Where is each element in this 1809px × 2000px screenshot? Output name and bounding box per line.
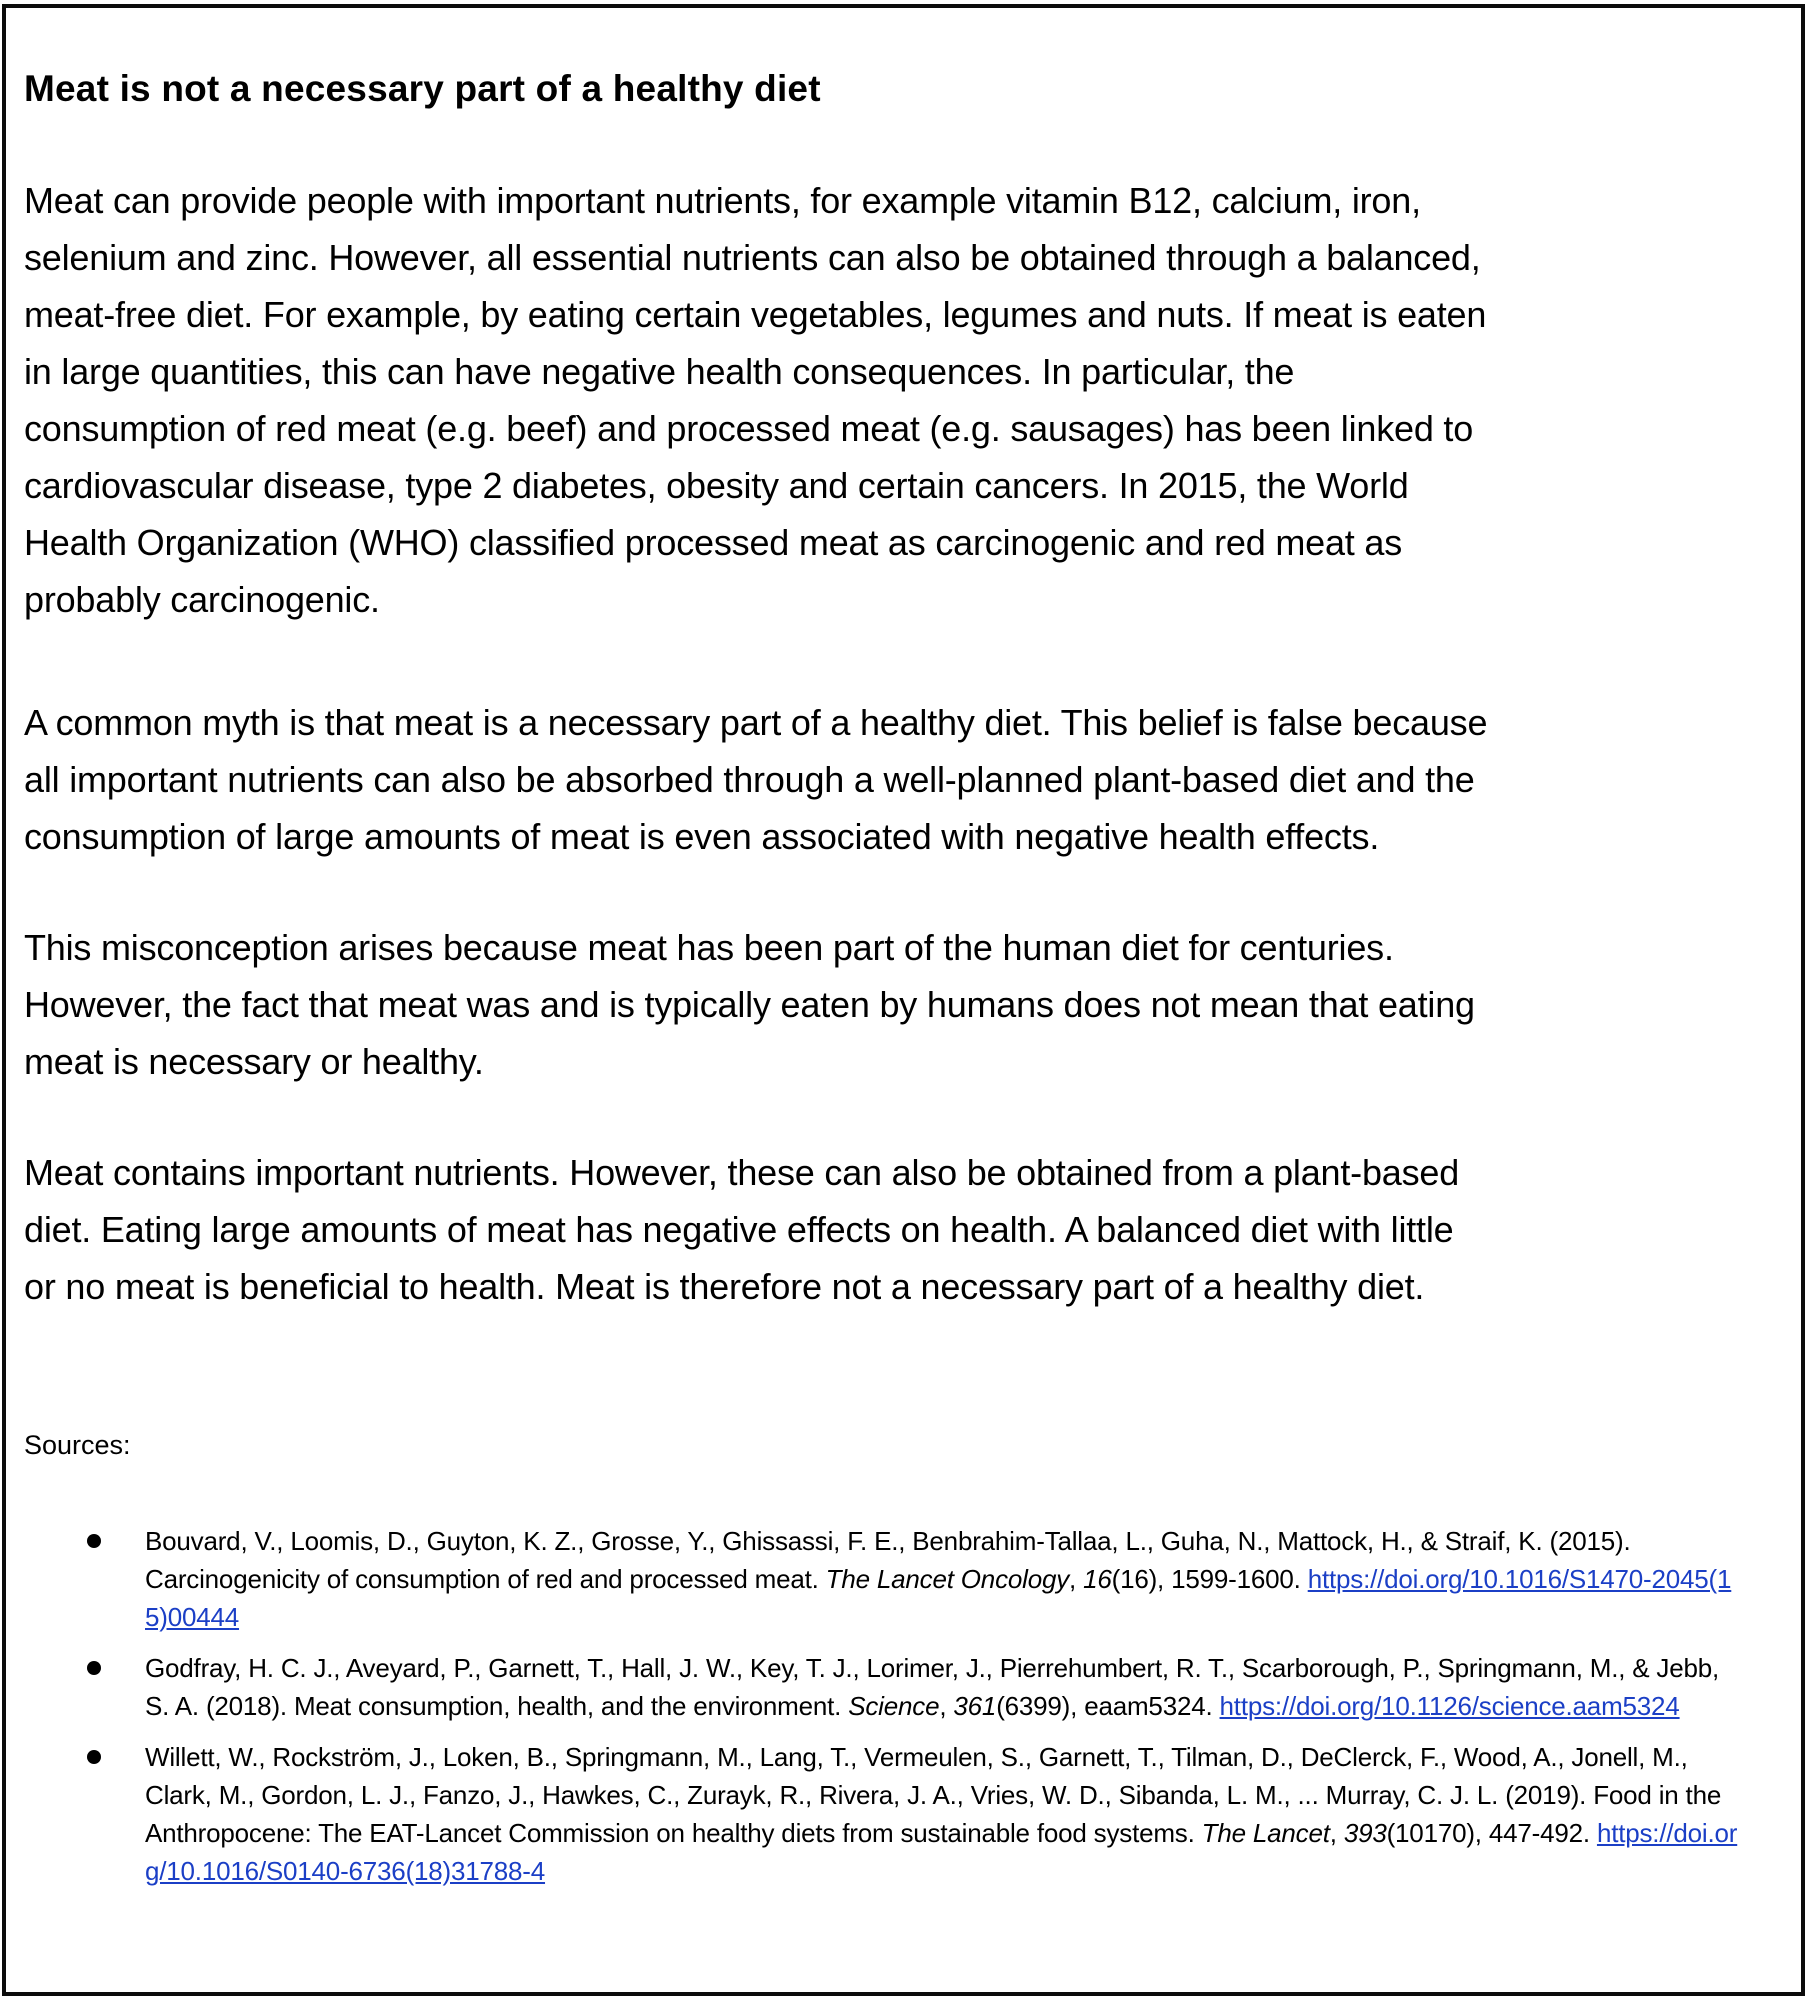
journal-name: 361: [953, 1691, 997, 1721]
doi-link[interactable]: https://doi.org/10.1016/S1470-2045(15)00444: [145, 1564, 1732, 1632]
paragraph-line: Meat contains important nutrients. However, these can also be obtained from a plant-based: [24, 1152, 1460, 1193]
citation-text: (10170), 447-492.: [1386, 1818, 1597, 1848]
journal-name: Science: [848, 1691, 940, 1721]
paragraph-line: consumption of red meat (e.g. beef) and processed meat (e.g. sausages) has been linked to: [24, 408, 1474, 449]
paragraph-line: meat is necessary or healthy.: [24, 1041, 484, 1082]
paragraph-line: cardiovascular disease, type 2 diabetes, obesity and certain cancers. In 2015, the World: [24, 465, 1409, 506]
journal-name: 16: [1083, 1564, 1112, 1594]
citation-text: Godfray, H. C. J., Aveyard, P., Garnett, T., Hall, J. W., Key, T. J., Lorimer, J., Pierrehumbert, R. T., Scarborough, P., Springmann, M., & Jebb, S. A. (2018). Meat consumption, health, and the environment.: [145, 1653, 1720, 1721]
paragraph-line: This misconception arises because meat has been part of the human diet for centuries.: [24, 927, 1394, 968]
paragraph-line: A common myth is that meat is a necessary part of a healthy diet. This belief is false because: [24, 702, 1488, 743]
body-paragraphs: [24, 172, 1779, 1315]
citation-text: (16), 1599-1600.: [1111, 1564, 1308, 1594]
body-paragraph: [24, 1144, 1779, 1315]
paragraph-line: diet. Eating large amounts of meat has negative effects on health. A balanced diet with little: [24, 1209, 1454, 1250]
body-paragraph: [24, 172, 1779, 628]
citation-text: ,: [1329, 1818, 1344, 1848]
paragraph-line: probably carcinogenic.: [24, 579, 380, 620]
journal-name: The Lancet Oncology: [825, 1564, 1070, 1594]
paragraph-line: or no meat is beneficial to health. Meat is therefore not a necessary part of a healthy diet.: [24, 1266, 1425, 1307]
source-item: [85, 1738, 1745, 1890]
source-item: [85, 1649, 1745, 1725]
source-item: [85, 1522, 1745, 1636]
paragraph-line: meat-free diet. For example, by eating certain vegetables, legumes and nuts. If meat is eaten: [24, 294, 1487, 335]
paragraph-line: However, the fact that meat was and is typically eaten by humans does not mean that eating: [24, 984, 1475, 1025]
citation-text: ,: [939, 1691, 954, 1721]
paragraph-line: all important nutrients can also be absorbed through a well-planned plant-based diet and the: [24, 759, 1475, 800]
paragraph-line: consumption of large amounts of meat is even associated with negative health effects.: [24, 816, 1380, 857]
citation-text: (6399), eaam5324.: [996, 1691, 1220, 1721]
body-paragraph: [24, 694, 1779, 865]
paragraph-line: selenium and zinc. However, all essential nutrients can also be obtained through a balanced,: [24, 237, 1481, 278]
page-title: Meat is not a necessary part of a healthy diet: [24, 68, 821, 109]
paragraph-line: Meat can provide people with important nutrients, for example vitamin B12, calcium, iron,: [24, 180, 1421, 221]
paragraph-line: in large quantities, this can have negative health consequences. In particular, the: [24, 351, 1295, 392]
sources-list: [85, 1522, 1745, 1890]
paragraph-line: Health Organization (WHO) classified processed meat as carcinogenic and red meat as: [24, 522, 1403, 563]
sources-heading: Sources:: [24, 1430, 131, 1460]
body-paragraph: [24, 919, 1779, 1090]
doi-link[interactable]: https://doi.org/10.1016/S0140-6736(18)31788-4: [145, 1818, 1738, 1886]
journal-name: The Lancet: [1201, 1818, 1330, 1848]
document-page: [2, 4, 1805, 1996]
doi-link[interactable]: https://doi.org/10.1126/science.aam5324: [1219, 1691, 1680, 1721]
citation-text: ,: [1069, 1564, 1084, 1594]
citation-text: Bouvard, V., Loomis, D., Guyton, K. Z., Grosse, Y., Ghissassi, F. E., Benbrahim-Tallaa, L., Guha, N., Mattock, H., & Straif, K. (2015). Carcinogenicity of consumption of red and processed meat.: [145, 1526, 1631, 1594]
citation-text: Willett, W., Rockström, J., Loken, B., Springmann, M., Lang, T., Vermeulen, S., Garnett, T., Tilman, D., DeClerck, F., Wood, A., Jonell, M., Clark, M., Gordon, L. J., Fanzo, J., Hawkes, C., Zurayk, R., Rivera, J. A., Vries, W. D., Sibanda, L. M., ... Murray, C. J. L. (2019). Food in the Anthropocene: The EAT-Lancet Commission on healthy diets from sustainable food systems.: [145, 1742, 1722, 1848]
journal-name: 393: [1343, 1818, 1387, 1848]
